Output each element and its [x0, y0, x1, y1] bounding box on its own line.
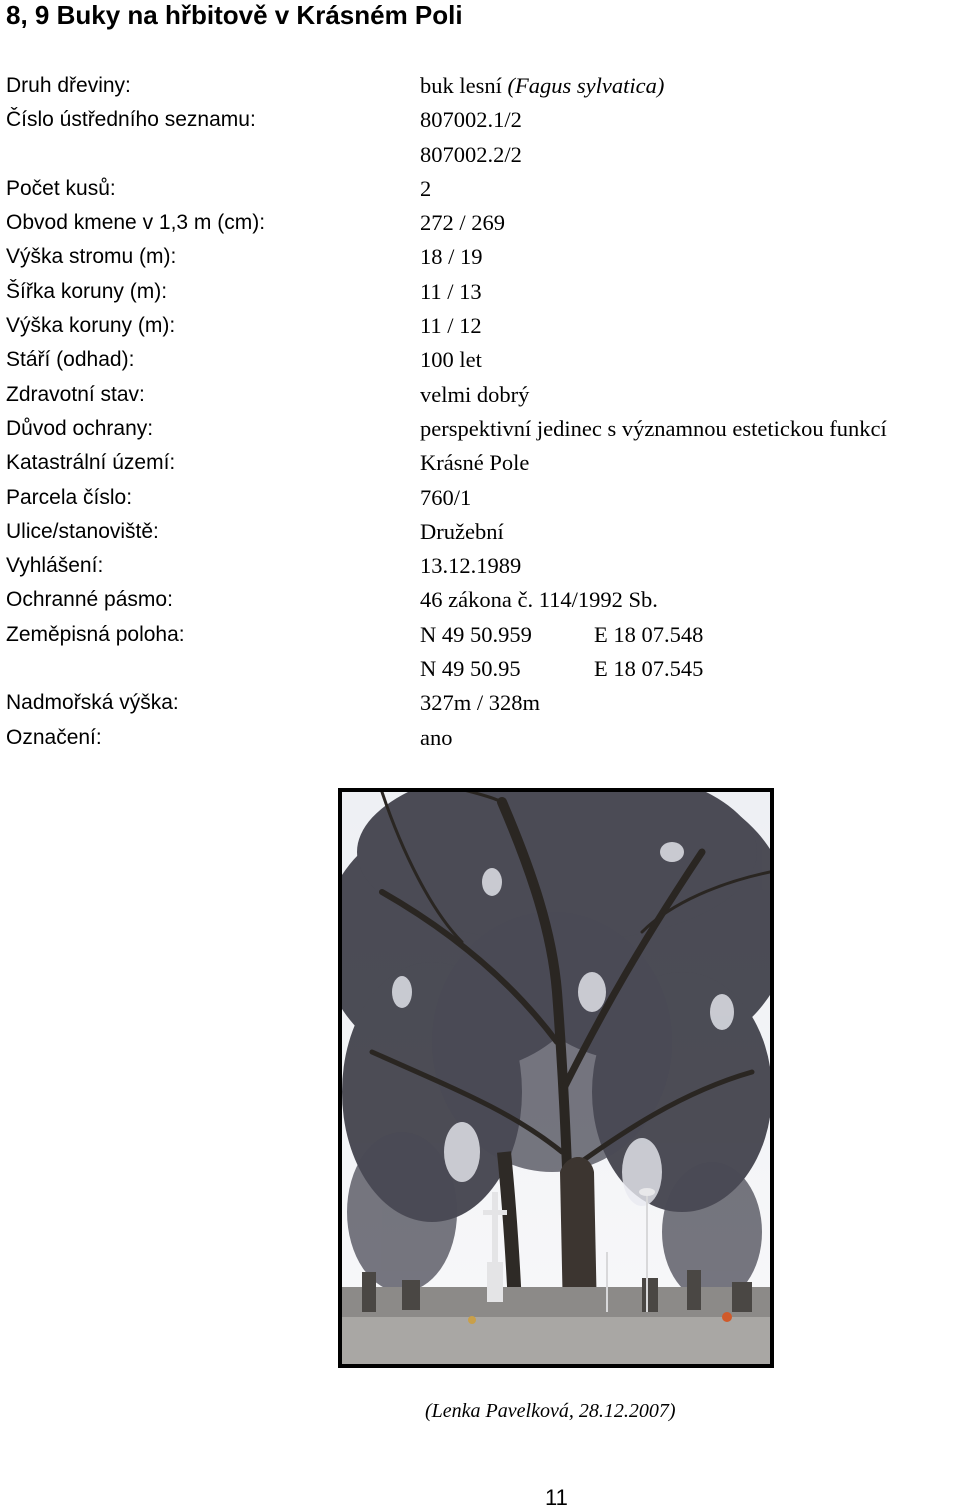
- value-crown-width: 11 / 13: [420, 278, 482, 304]
- value-trunk-girth: 272 / 269: [420, 210, 506, 236]
- page-number: 11: [545, 1485, 568, 1510]
- row-registry-number-2: [6, 138, 956, 172]
- row-tree-height: [6, 240, 956, 274]
- value-cadastral-area: Krásné Pole: [420, 450, 530, 476]
- tree-attributes: [6, 69, 956, 755]
- label-tree-height: Výška stromu (m):: [6, 245, 177, 269]
- value-marking: ano: [420, 724, 453, 750]
- label-marking: Označení:: [6, 725, 102, 749]
- value-registry-number-2: 807002.2/2: [420, 141, 522, 167]
- value-gps-lon-2: E 18 07.545: [594, 656, 704, 682]
- label-count: Počet kusů:: [6, 176, 116, 200]
- value-parcel: 760/1: [420, 484, 472, 510]
- row-protection-zone: [6, 583, 956, 617]
- label-crown-height: Výška koruny (m):: [6, 314, 176, 338]
- row-altitude: [6, 686, 956, 720]
- row-crown-width: [6, 275, 956, 309]
- tree-photo-illustration: [342, 792, 770, 1364]
- row-parcel: [6, 481, 956, 515]
- row-count: [6, 172, 956, 206]
- value-crown-height: 11 / 12: [420, 313, 482, 339]
- value-registry-number: 807002.1/2: [420, 107, 522, 133]
- value-age: 100 let: [420, 347, 482, 373]
- photo-caption: (Lenka Pavelková, 28.12.2007): [425, 1400, 676, 1422]
- label-age: Stáří (odhad):: [6, 348, 135, 372]
- label-location: Ulice/stanoviště:: [6, 519, 159, 543]
- latin-name: (Fagus sylvatica): [507, 73, 665, 98]
- label-declaration: Vyhlášení:: [6, 554, 104, 578]
- row-marking: [6, 721, 956, 755]
- value-species: buk lesní (Fagus sylvatica): [420, 73, 665, 98]
- value-gps-lat: N 49 50.959: [420, 621, 532, 647]
- value-health: velmi dobrý: [420, 381, 530, 407]
- row-cadastral-area: [6, 446, 956, 480]
- page-title: 8, 9 Buky na hřbitově v Krásném Poli: [6, 0, 463, 30]
- row-protection-reason: [6, 412, 956, 446]
- label-gps: Zeměpisná poloha:: [6, 622, 185, 646]
- tree-photo: [338, 788, 774, 1368]
- row-gps-2: [6, 652, 956, 686]
- value-gps-lat-2: N 49 50.95: [420, 656, 521, 682]
- value-altitude: 327m / 328m: [420, 690, 541, 716]
- label-protection-reason: Důvod ochrany:: [6, 416, 154, 440]
- row-crown-height: [6, 309, 956, 343]
- value-protection-reason: perspektivní jedinec s významnou estetickou funkcí: [420, 415, 887, 441]
- label-crown-width: Šířka koruny (m):: [6, 279, 168, 303]
- row-registry-number: [6, 103, 956, 137]
- row-declaration: [6, 549, 956, 583]
- value-count: 2: [420, 175, 432, 201]
- label-trunk-girth: Obvod kmene v 1,3 m (cm):: [6, 211, 266, 235]
- row-health: [6, 378, 956, 412]
- label-species: Druh dřeviny:: [6, 74, 131, 97]
- value-tree-height: 18 / 19: [420, 244, 483, 270]
- label-cadastral-area: Katastrální území:: [6, 451, 176, 475]
- value-protection-zone: 46 zákona č. 114/1992 Sb.: [420, 587, 658, 613]
- label-health: Zdravotní stav:: [6, 382, 145, 406]
- value-declaration: 13.12.1989: [420, 553, 522, 579]
- row-age: [6, 343, 956, 377]
- label-protection-zone: Ochranné pásmo:: [6, 588, 173, 612]
- row-species: [6, 69, 956, 103]
- label-registry-number: Číslo ústředního seznamu:: [6, 108, 256, 132]
- label-altitude: Nadmořská výška:: [6, 691, 179, 715]
- row-trunk-girth: [6, 206, 956, 240]
- label-parcel: Parcela číslo:: [6, 485, 133, 509]
- row-gps: [6, 618, 956, 652]
- row-location: [6, 515, 956, 549]
- value-location: Družební: [420, 518, 504, 544]
- value-gps-lon: E 18 07.548: [594, 621, 704, 647]
